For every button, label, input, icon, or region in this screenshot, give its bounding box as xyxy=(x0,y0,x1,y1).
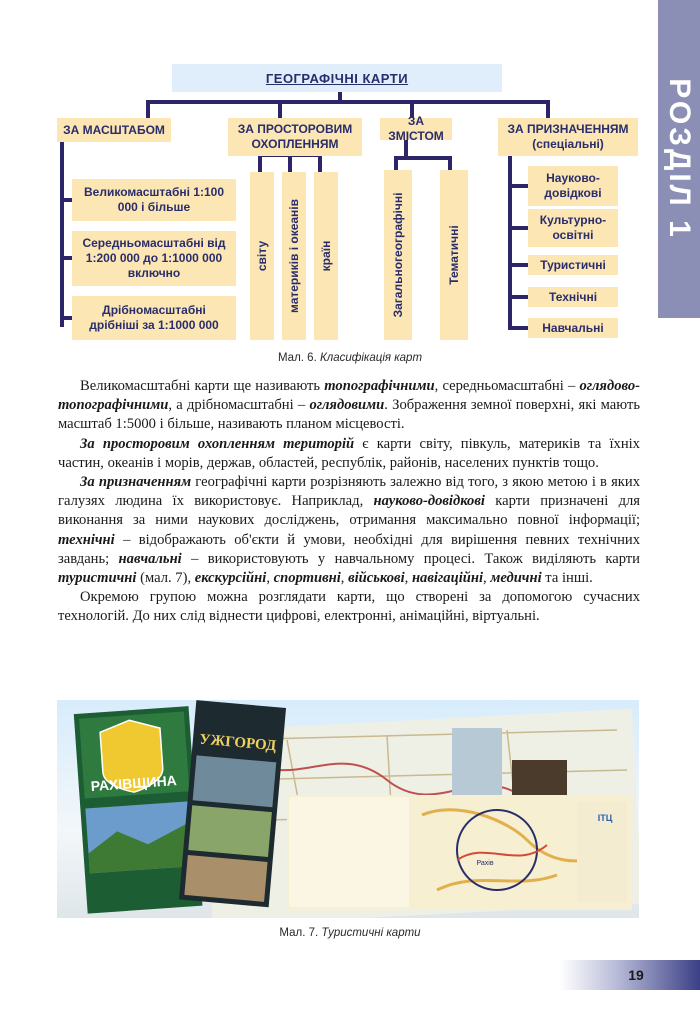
figure-7-photo xyxy=(57,700,639,918)
emphasis-term: медичні xyxy=(490,570,542,587)
spatial-item-continents-label: материків і океанів xyxy=(287,198,301,314)
figure-7-number: Мал. 7. xyxy=(279,927,319,939)
emphasis-term: За призначенням xyxy=(80,474,192,491)
purpose-item-cultural: Культурно-освітні xyxy=(528,209,618,247)
text-run: , xyxy=(483,570,491,587)
paragraph xyxy=(58,473,640,588)
text-run: та інші. xyxy=(541,570,593,587)
scale-item-small: Дрібномасштабні дрібніші за 1:1000 000 xyxy=(72,296,236,340)
emphasis-term: спортивні xyxy=(273,570,341,587)
booklet-2-title: УЖГОРОД xyxy=(198,731,277,755)
text-run: – використовують у навчальному процесі. Також виділяють карти xyxy=(181,550,640,567)
emphasis-term: навчальні xyxy=(118,550,182,567)
text-run: , xyxy=(340,570,349,587)
emphasis-term: екскурсійні xyxy=(194,570,267,587)
content-item-thematic xyxy=(440,170,468,340)
content-item-thematic-label: Тематичні xyxy=(447,225,461,285)
scale-item-large: Великомасштабні 1:100 000 і більше xyxy=(72,179,236,221)
purpose-item-scientific: Науково-довідкові xyxy=(528,166,618,206)
section-tab-label: РОЗДІЛ 1 xyxy=(663,78,696,240)
tourist-maps-illustration xyxy=(57,700,639,918)
spatial-item-countries xyxy=(314,172,338,340)
paragraph xyxy=(58,377,640,435)
text-run: , xyxy=(266,570,274,587)
content-item-general-label: Загальногеографічні xyxy=(391,192,405,318)
purpose-item-technical: Технічні xyxy=(528,287,618,307)
scale-item-medium: Середньомасштабні від 1:200 000 до 1:1000 000 включно xyxy=(72,231,236,286)
text-run: карти призначені для виконання за ними наукових досліджень, отримання максимально повної інформації; xyxy=(58,493,641,529)
diagram-title-box xyxy=(172,64,502,92)
emphasis-term: топографічними xyxy=(324,378,435,394)
emphasis-term: оглядово-топографічними xyxy=(58,378,640,414)
map-place-label: Рахів xyxy=(476,860,494,867)
text-run: . Зображення земної поверхні, які мають масштаб 1:5000 і більше, називають планом місцевості. xyxy=(58,397,640,433)
emphasis-term: науково-довідкові xyxy=(373,493,485,510)
diagram-title: ГЕОГРАФІЧНІ КАРТИ xyxy=(265,70,409,86)
section-tab xyxy=(658,0,700,318)
category-scale: ЗА МАСШТАБОМ xyxy=(57,118,171,142)
emphasis-term: військові xyxy=(348,570,405,587)
text-run: – відображають об'єкти й умови, необхідні для вирішення певних технічних завдань; xyxy=(58,531,640,567)
booklet-1-title: РАХІВЩИНА xyxy=(90,772,178,795)
purpose-item-tourist: Туристичні xyxy=(528,255,618,275)
text-run: (мал. 7), xyxy=(136,570,195,587)
text-run: географічні карти розрізняють залежно від того, з якою метою і в яких галузях людина їх використовує. Наприклад, xyxy=(58,474,640,510)
emphasis-term: навігаційні xyxy=(411,570,484,587)
text-run: , середньомасштабні – xyxy=(434,378,580,394)
emphasis-term: технічні xyxy=(58,531,115,548)
spatial-item-countries-label: країн xyxy=(319,240,333,272)
category-purpose: ЗА ПРИЗНАЧЕННЯМ (спеціальні) xyxy=(498,118,638,156)
figure-6-caption xyxy=(0,352,700,364)
spatial-item-world-label: світу xyxy=(255,240,269,272)
emphasis-term: туристичні xyxy=(58,570,137,587)
spatial-item-world xyxy=(250,172,274,340)
text-run: , а дрібномасштабні – xyxy=(168,397,310,414)
map-brand-label: ІТЦ xyxy=(597,813,613,823)
paragraph xyxy=(58,588,640,626)
paragraph xyxy=(58,435,640,473)
text-run: є карти світу, півкуль, материків та їхніх частин, океанів і морів, держав, областей, республік, районів, населених пунктів тощо. xyxy=(58,435,640,471)
content-item-general xyxy=(384,170,412,340)
category-content: ЗА ЗМІСТОМ xyxy=(380,118,452,140)
body-text xyxy=(58,377,640,627)
figure-7-caption xyxy=(0,927,700,939)
figure-6-number: Мал. 6. xyxy=(277,352,317,364)
emphasis-term: За просторовим охопленням територій xyxy=(80,435,355,452)
spatial-item-continents xyxy=(282,172,306,340)
classification-diagram xyxy=(0,0,660,350)
emphasis-term: оглядовими xyxy=(309,397,385,414)
page-number: 19 xyxy=(628,967,644,983)
text-run: Окремою групою можна розглядати карти, що створені за допомогою сучасних технологій. До них слід віднести цифрові, електронні, анімаційні, віртуальні. xyxy=(58,589,640,625)
purpose-item-educational: Навчальні xyxy=(528,318,618,338)
figure-7-title: Туристичні карти xyxy=(321,927,421,939)
figure-6-title: Класифікація карт xyxy=(319,352,423,364)
text-run: , xyxy=(404,570,412,587)
category-spatial: ЗА ПРОСТОРОВИМ ОХОПЛЕННЯМ xyxy=(228,118,362,156)
text-run: Великомасштабні карти ще називають xyxy=(80,378,325,394)
